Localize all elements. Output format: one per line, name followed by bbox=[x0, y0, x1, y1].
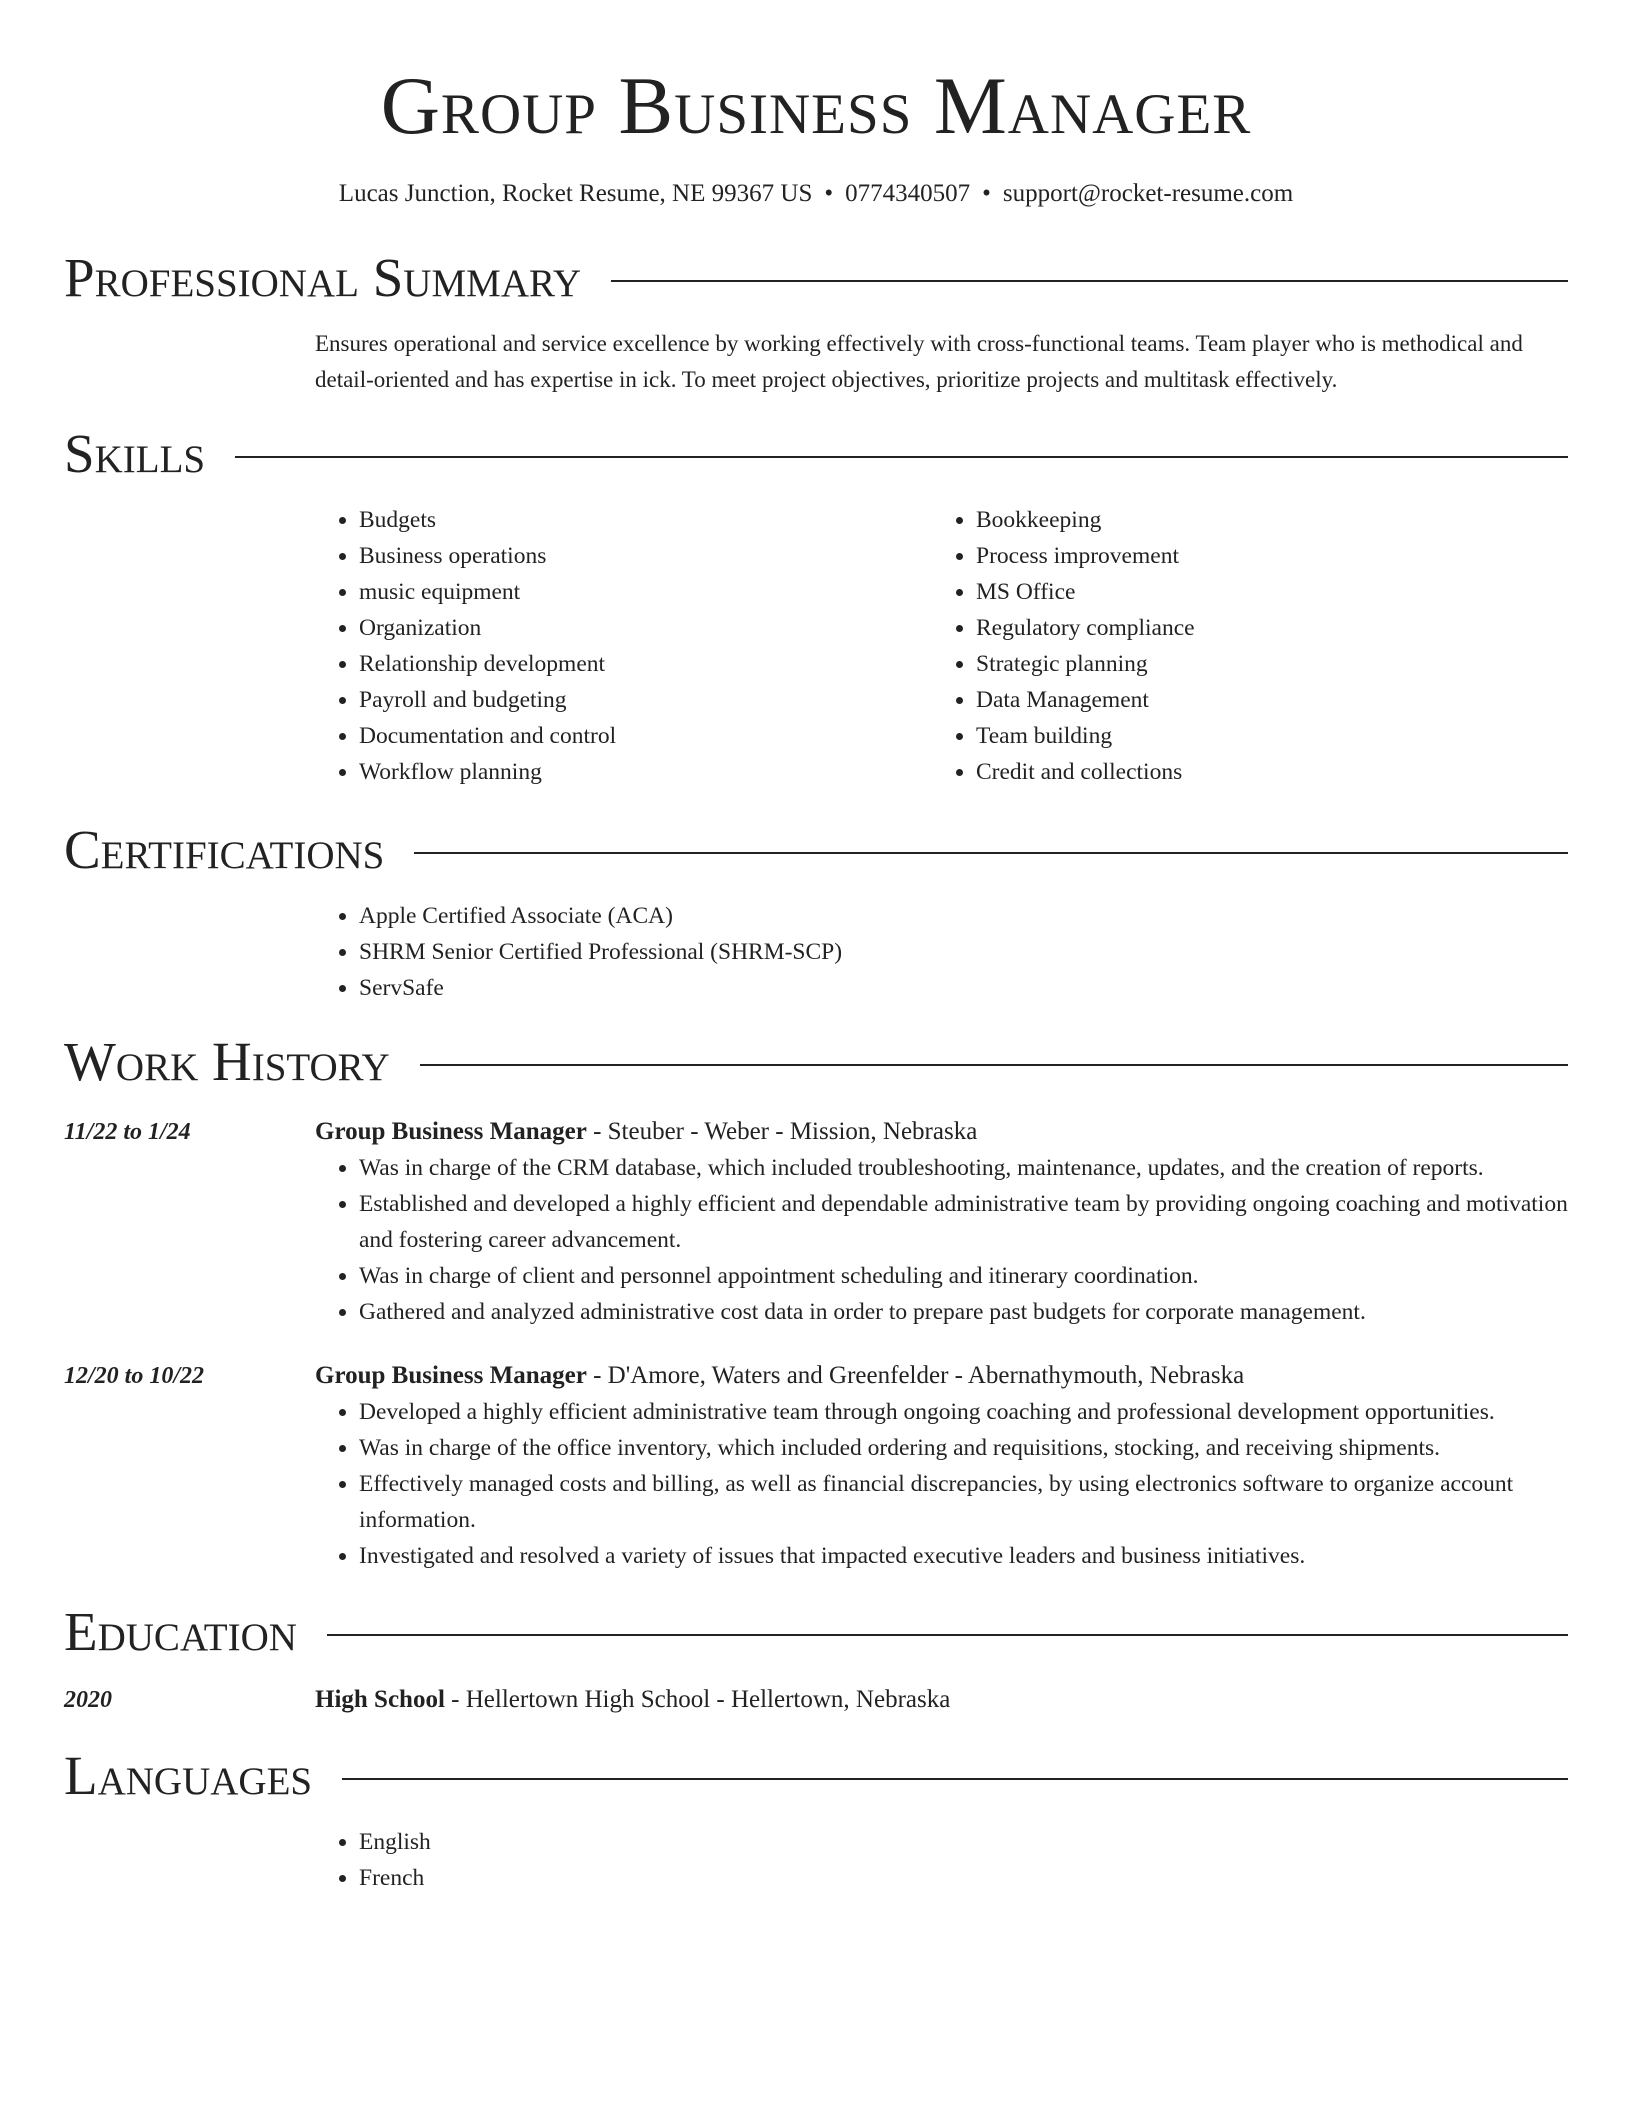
job-employer: - D'Amore, Waters and Greenfelder - Abernathymouth, Nebraska bbox=[586, 1362, 1245, 1389]
education-line bbox=[315, 1682, 1568, 1718]
certification-item: • Apple Certified Associate (ACA) bbox=[359, 898, 1568, 934]
job-entry bbox=[64, 1114, 1568, 1330]
certification-item: • SHRM Senior Certified Professional (SHRM-SCP) bbox=[359, 934, 1568, 970]
skills-section-title: Skills bbox=[64, 423, 206, 484]
job-bullet: • Effectively managed costs and billing, as well as financial discrepancies, by using electronics software to organize account information. bbox=[359, 1466, 1568, 1538]
languages-list bbox=[315, 1824, 1568, 1896]
skill-item: • Strategic planning bbox=[976, 646, 1549, 682]
job-title-line bbox=[315, 1358, 1568, 1394]
skill-item: • Regulatory compliance bbox=[976, 610, 1549, 646]
skill-item: • Team building bbox=[976, 718, 1549, 754]
job-bullet: • Was in charge of client and personnel appointment scheduling and itinerary coordination. bbox=[359, 1258, 1568, 1294]
section-divider bbox=[235, 456, 1568, 458]
section-divider bbox=[420, 1064, 1568, 1066]
education-year: 2020 bbox=[64, 1687, 112, 1713]
skills-column-left bbox=[315, 502, 932, 790]
skills-section-header bbox=[64, 424, 1568, 484]
skill-item: • Relationship development bbox=[359, 646, 932, 682]
skill-item: • Budgets bbox=[359, 502, 932, 538]
language-item: • French bbox=[359, 1860, 1568, 1896]
section-divider bbox=[611, 280, 1568, 282]
section-divider bbox=[342, 1778, 1568, 1780]
summary-section-title: Professional Summary bbox=[64, 247, 582, 308]
section-divider bbox=[327, 1634, 1568, 1636]
education-school: - Hellertown High School - Hellertown, Nebraska bbox=[444, 1686, 951, 1713]
certifications-section-header bbox=[64, 820, 1568, 880]
contact-phone: 0774340507 bbox=[845, 180, 971, 207]
skills-list-left bbox=[315, 502, 932, 790]
job-bullet: • Was in charge of the office inventory, which included ordering and requisitions, stocking, and receiving shipments. bbox=[359, 1430, 1568, 1466]
skill-item: • Documentation and control bbox=[359, 718, 932, 754]
certification-item: • ServSafe bbox=[359, 970, 1568, 1006]
job-entry bbox=[64, 1358, 1568, 1574]
languages-list-wrap bbox=[315, 1824, 1568, 1896]
job-bullet: • Investigated and resolved a variety of issues that impacted executive leaders and business initiatives. bbox=[359, 1538, 1568, 1574]
contact-separator: • bbox=[824, 180, 834, 207]
certifications-section-title: Certifications bbox=[64, 819, 385, 880]
education-degree: High School bbox=[315, 1686, 445, 1713]
contact-email: support@rocket-resume.com bbox=[1002, 180, 1294, 207]
job-body bbox=[315, 1114, 1568, 1330]
contact-line bbox=[64, 178, 1568, 210]
skill-item: • Workflow planning bbox=[359, 754, 932, 790]
job-title-line bbox=[315, 1114, 1568, 1150]
skill-item: • MS Office bbox=[976, 574, 1549, 610]
skill-item: • Bookkeeping bbox=[976, 502, 1549, 538]
skill-item: • Business operations bbox=[359, 538, 932, 574]
job-employer: - Steuber - Weber - Mission, Nebraska bbox=[586, 1118, 978, 1145]
job-body bbox=[315, 1358, 1568, 1574]
skill-item: • Credit and collections bbox=[976, 754, 1549, 790]
job-role: Group Business Manager bbox=[315, 1362, 587, 1389]
languages-section-header bbox=[64, 1746, 1568, 1806]
certifications-list-wrap bbox=[315, 898, 1568, 1006]
section-divider bbox=[414, 852, 1568, 854]
job-dates: 12/20 to 10/22 bbox=[64, 1363, 205, 1389]
summary-section-header bbox=[64, 248, 1568, 308]
education-section-header bbox=[64, 1602, 1568, 1662]
skill-item: • Data Management bbox=[976, 682, 1549, 718]
skill-item: • Process improvement bbox=[976, 538, 1549, 574]
languages-section-title: Languages bbox=[64, 1745, 313, 1806]
summary-text: Ensures operational and service excellence by working effectively with cross-functional teams. Team player who is methodical and detail-oriented and has expertise in ick. To meet project objectives, prioritize projects and multitask effectively. bbox=[315, 331, 1523, 392]
job-bullet: • Gathered and analyzed administrative cost data in order to prepare past budgets for corporate management. bbox=[359, 1294, 1568, 1330]
skill-item: • Payroll and budgeting bbox=[359, 682, 932, 718]
skills-column-right bbox=[932, 502, 1549, 790]
work-section-header bbox=[64, 1032, 1568, 1092]
job-bullets bbox=[315, 1394, 1568, 1574]
certifications-list bbox=[315, 898, 1568, 1006]
job-bullet: • Was in charge of the CRM database, which included troubleshooting, maintenance, updates, and the creation of reports. bbox=[359, 1150, 1568, 1186]
skills-list-right bbox=[932, 502, 1549, 790]
education-section-title: Education bbox=[64, 1601, 297, 1662]
education-body bbox=[315, 1682, 1568, 1718]
resume-page bbox=[64, 0, 1568, 1896]
skill-item: • Organization bbox=[359, 610, 932, 646]
job-bullet: • Developed a highly efficient administrative team through ongoing coaching and professional development opportunities. bbox=[359, 1394, 1568, 1430]
skill-item: • music equipment bbox=[359, 574, 932, 610]
job-role: Group Business Manager bbox=[315, 1118, 587, 1145]
job-dates: 11/22 to 1/24 bbox=[64, 1119, 191, 1145]
resume-name: Group Business Manager bbox=[380, 60, 1252, 151]
education-entry bbox=[64, 1682, 1568, 1718]
skills-grid bbox=[315, 502, 1568, 790]
work-section-title: Work History bbox=[64, 1031, 390, 1092]
contact-separator: • bbox=[982, 180, 991, 207]
language-item: • English bbox=[359, 1824, 1568, 1860]
job-bullets bbox=[315, 1150, 1568, 1330]
contact-address: Lucas Junction, Rocket Resume, NE 99367 US bbox=[338, 180, 813, 207]
job-bullet: • Established and developed a highly efficient and dependable administrative team by providing ongoing coaching and motivation and fostering career advancement. bbox=[359, 1186, 1568, 1258]
